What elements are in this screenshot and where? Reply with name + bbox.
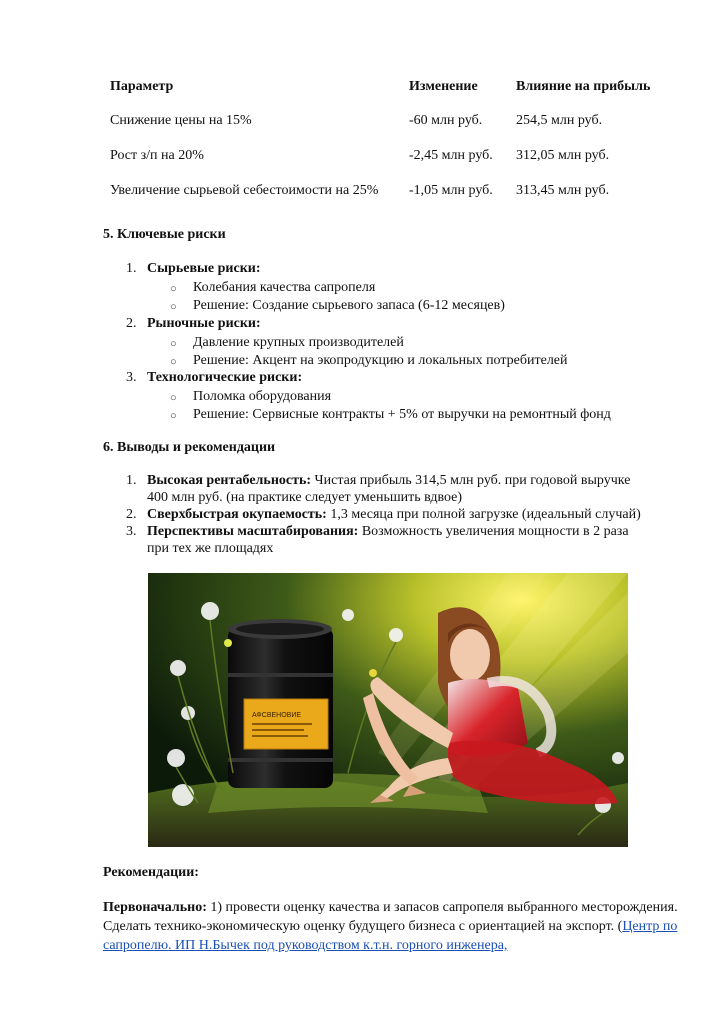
table-cell: 312,05 млн руб. — [516, 148, 610, 163]
table-cell: -60 млн руб. — [409, 113, 483, 128]
hollow-circle-icon: ○ — [170, 410, 177, 422]
hollow-circle-icon: ○ — [170, 301, 177, 313]
hollow-circle-icon: ○ — [170, 392, 177, 404]
hollow-circle-icon: ○ — [170, 356, 177, 368]
conclusion-text-cont: 400 млн руб. (на практике следует уменьшить вдвое) — [147, 490, 463, 505]
recommendations-paragraph — [103, 898, 678, 955]
recommendations-text: 1) провести оценку качества и запасов сапропеля выбранного месторождения. Сделать технико-экономическую оценку будущего бизнеса с ориентацией на экспорт. ( — [103, 900, 678, 934]
list-number: 2. — [126, 316, 137, 331]
table-cell: 254,5 млн руб. — [516, 113, 603, 128]
risk-title: Технологические риски: — [147, 370, 303, 385]
risk-sub-item: Поломка оборудования — [193, 389, 332, 404]
list-number: 3. — [126, 370, 137, 385]
list-number: 1. — [126, 261, 137, 276]
conclusion-line — [147, 507, 641, 523]
conclusion-text: Возможность увеличения мощности в 2 раза — [358, 524, 629, 539]
conclusion-title: Высокая рентабельность: — [147, 473, 312, 488]
barrel-label-text: АФСВЕНОВИЕ — [252, 712, 302, 719]
table-cell: -1,05 млн руб. — [409, 183, 493, 198]
risk-sub-item: Давление крупных производителей — [193, 335, 404, 350]
risk-sub-item: Решение: Акцент на экопродукцию и локальных потребителей — [193, 353, 568, 368]
table-header-change: Изменение — [409, 79, 478, 94]
risk-sub-item: Решение: Сервисные контракты + 5% от выручки на ремонтный фонд — [193, 407, 611, 422]
risk-sub-item: Решение: Создание сырьевого запаса (6-12 месяцев) — [193, 298, 505, 313]
table-cell: Рост з/п на 20% — [110, 148, 204, 163]
conclusion-text: 1,3 месяца при полной загрузке (идеальный случай) — [326, 507, 641, 522]
hollow-circle-icon: ○ — [170, 338, 177, 350]
section-5-heading: 5. Ключевые риски — [103, 227, 226, 242]
conclusion-text-cont: при тех же площадях — [147, 541, 274, 556]
illustration-image — [148, 573, 628, 847]
recommendations-lead: Первоначально: — [103, 900, 207, 915]
conclusion-text: Чистая прибыль 314,5 млн руб. при годовой выручке — [311, 473, 631, 488]
hollow-circle-icon: ○ — [170, 283, 177, 295]
table-header-impact: Влияние на прибыль — [516, 79, 651, 94]
conclusion-title: Перспективы масштабирования: — [147, 524, 359, 539]
list-number: 1. — [126, 473, 137, 488]
table-header-parameter: Параметр — [110, 79, 174, 94]
conclusion-line — [147, 473, 630, 489]
table-cell: 313,45 млн руб. — [516, 183, 610, 198]
table-cell: Снижение цены на 15% — [110, 113, 252, 128]
list-number: 2. — [126, 507, 137, 522]
table-cell: Увеличение сырьевой себестоимости на 25% — [110, 183, 379, 198]
list-number: 3. — [126, 524, 137, 539]
recommendations-heading: Рекомендации: — [103, 865, 199, 880]
section-6-heading: 6. Выводы и рекомендации — [103, 440, 276, 455]
conclusion-title: Сверхбыстрая окупаемость: — [147, 507, 327, 522]
risk-title: Рыночные риски: — [147, 316, 261, 331]
sapropel-center-link[interactable]: Центр по сапропелю. ИП Н.Бычек под руководством к.т.н. горного инженера, — [103, 919, 678, 953]
risk-title: Сырьевые риски: — [147, 261, 261, 276]
table-cell: -2,45 млн руб. — [409, 148, 493, 163]
conclusion-line — [147, 524, 629, 540]
risk-sub-item: Колебания качества сапропеля — [193, 280, 376, 295]
